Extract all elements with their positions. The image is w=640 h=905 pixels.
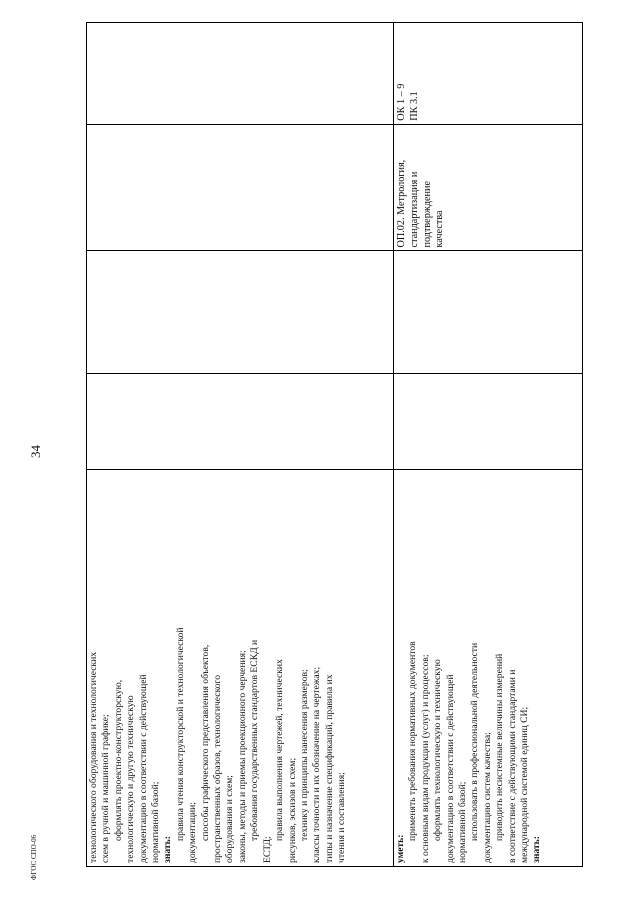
text-line: ЕСТД; <box>261 836 273 863</box>
table-column-codes <box>87 23 582 125</box>
text-line: оборудования и схем; <box>224 775 236 863</box>
text-line: типы и назначение спецификаций, правила их <box>323 674 335 863</box>
text-line: нормативной базой; <box>150 781 162 863</box>
cell-text <box>394 23 424 124</box>
text-line: технологического оборудования и технологических <box>88 651 99 863</box>
text-line: качества <box>434 210 446 248</box>
text-line: документации; <box>187 802 199 863</box>
text-line: способы графического представления объектов, <box>199 644 211 841</box>
text-line: правила выполнения чертежей, технических <box>274 659 286 841</box>
text-line: требования государственных стандартов ЕСКД и <box>249 639 261 841</box>
text-line: подтверждение <box>421 181 433 248</box>
cell-text <box>87 125 91 251</box>
text-line: нормативной базой; <box>457 781 469 863</box>
table-cell-row1-col4 <box>87 125 393 251</box>
table-cell-row1-col1 <box>87 470 393 866</box>
text-line: оформлять технологическую и техническую <box>432 659 444 841</box>
text-line: оформлять проектно-конструкторскую, <box>112 679 124 841</box>
text-line: знать: <box>531 836 543 863</box>
text-line: документацию в соответствии с действующей <box>444 674 456 863</box>
text-line: применять требования нормативных документов <box>407 641 419 841</box>
page-number: 34 <box>28 445 43 458</box>
text-line: документацию в соответствии с действующей <box>137 674 149 863</box>
text-line: рисунков, эскизов и схем; <box>286 757 298 863</box>
text-line: ОК 1 – 9 <box>396 83 407 121</box>
table-column-competencies <box>87 470 582 866</box>
standards-table <box>86 22 583 867</box>
table-cell-row2-col4 <box>393 125 582 251</box>
text-line: уметь: <box>395 834 406 863</box>
cell-text <box>87 23 91 124</box>
text-line: ПК 3.1 <box>408 91 420 121</box>
text-line: ОП.02. Метрология, <box>396 159 407 248</box>
table-column-discipline <box>87 125 582 252</box>
text-line: стандартизация и <box>408 171 420 248</box>
cell-text <box>87 470 350 866</box>
table-cell-row2-col3 <box>393 251 582 373</box>
table-cell-row1-col2 <box>87 374 393 469</box>
text-line: классы точности и их обозначение на чертежах; <box>311 666 323 863</box>
text-line: документацию систем качества; <box>481 732 493 863</box>
text-line: чтения и составления; <box>336 772 348 863</box>
text-line: использовать в профессиональной деятельности <box>469 642 481 841</box>
text-line: схем в ручной и машинной графике; <box>100 714 112 863</box>
text-line: к основным видам продукции (услуг) и процессов; <box>419 654 431 863</box>
table-cell-row1-col5 <box>87 23 393 124</box>
text-line: технику и принципы нанесения размеров; <box>298 669 310 841</box>
text-line: знать: <box>162 836 174 863</box>
text-line: в соответствие с действующими стандартами и <box>506 669 518 863</box>
text-line: пространственных образов, технологического <box>212 674 224 863</box>
cell-text <box>394 125 449 251</box>
cell-text <box>394 470 545 866</box>
text-line: правила чтения конструкторской и технологической <box>174 627 186 841</box>
table-cell-row1-col3 <box>87 251 393 373</box>
table-cell-row2-col5 <box>393 23 582 124</box>
text-line: технологическую и другую техническую <box>125 695 137 863</box>
table-column-2 <box>87 374 582 470</box>
footer-label: ФГОС СПО-06 <box>30 834 38 880</box>
text-line: международной системой единиц СИ; <box>519 706 531 863</box>
table-cell-row2-col1 <box>393 470 582 866</box>
text-line: приводить несистемные величины измерений <box>494 653 506 841</box>
table-cell-row2-col2 <box>393 374 582 469</box>
text-line: законы, методы и приемы проекционного черчения; <box>236 650 248 863</box>
table-column-3 <box>87 251 582 374</box>
